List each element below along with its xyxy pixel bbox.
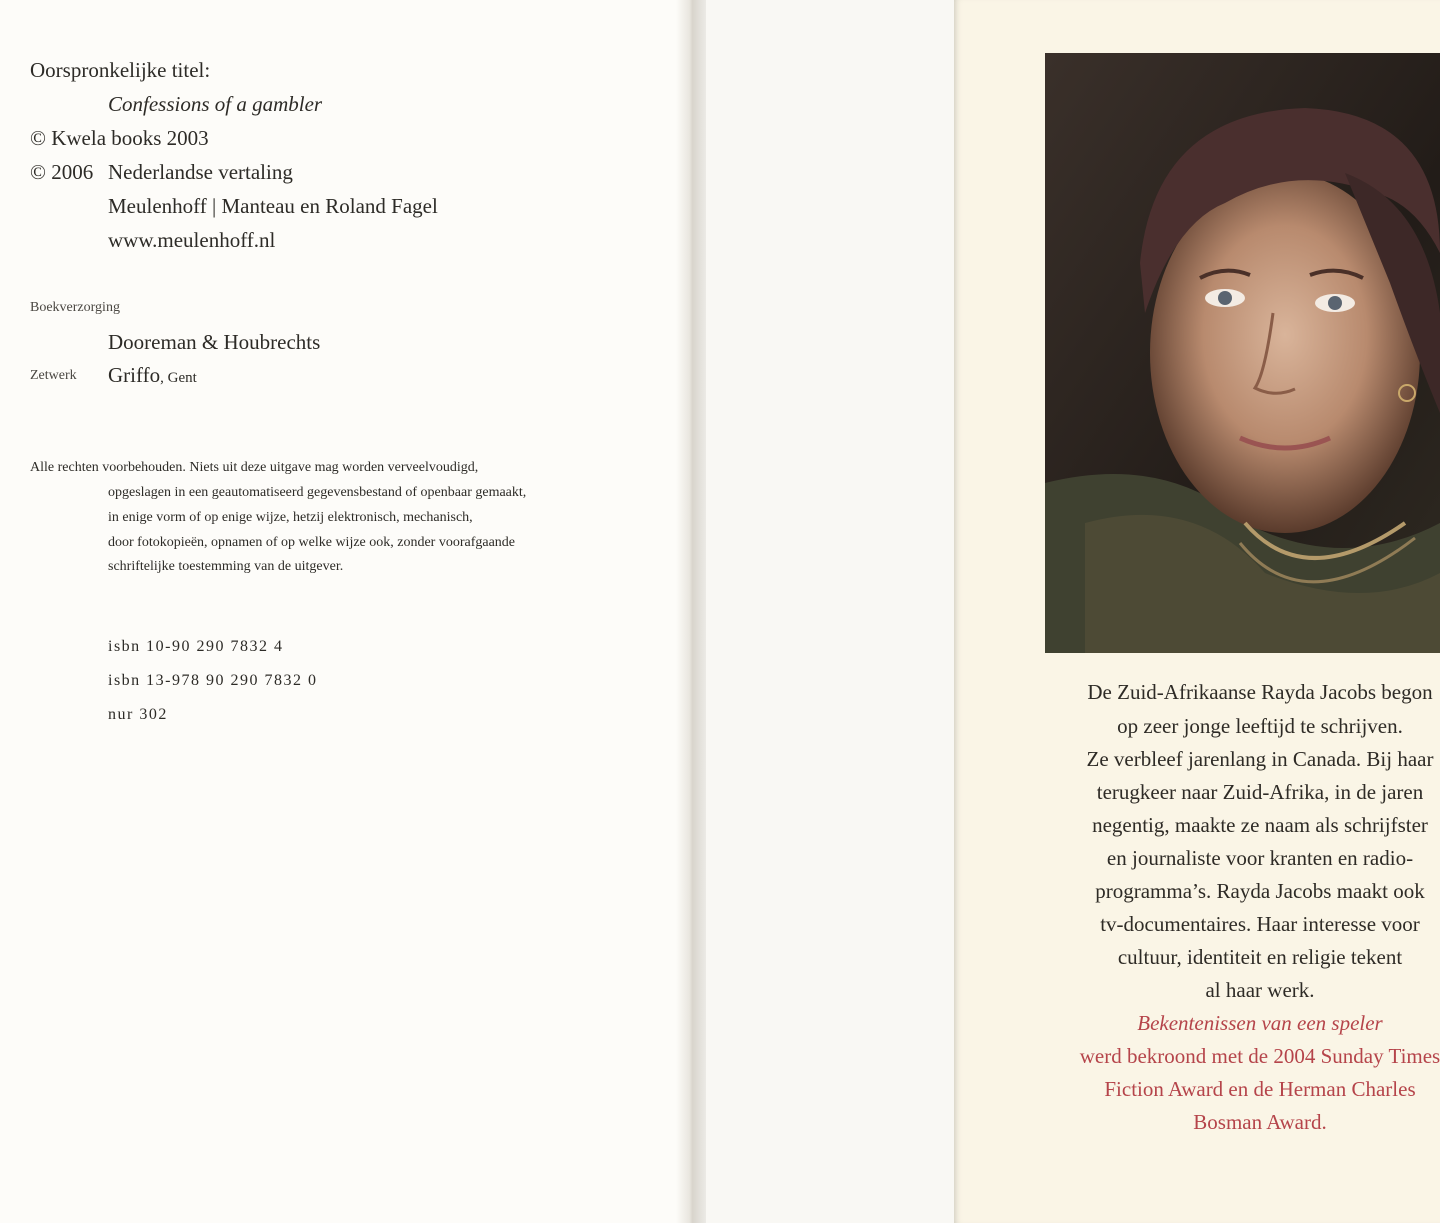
translation-label: Nederlandse vertaling: [108, 160, 293, 184]
bio-line: en journaliste voor kranten en radio-: [1106, 846, 1414, 870]
book-gutter: [676, 0, 706, 1223]
rights-line: opgeslagen in een geautomatiseerd gegevensbestand of openbaar gemaakt,: [108, 485, 527, 500]
typesetting-value: Griffo: [108, 363, 161, 387]
typesetting-line: [108, 363, 197, 388]
nur-code: nur 302: [108, 706, 168, 723]
bio-line: terugkeer naar Zuid-Afrika, in de jaren: [1096, 780, 1424, 804]
typesetting-place: , Gent: [160, 370, 197, 386]
copyright-original: © Kwela books 2003: [30, 126, 209, 150]
copyright-translation-year: © 2006: [30, 160, 94, 184]
typesetting-label: Zetwerk: [30, 368, 77, 383]
award-line: Bosman Award.: [1193, 1110, 1327, 1134]
original-title-label: Oorspronkelijke titel:: [30, 58, 211, 82]
bio-line: negentig, maakte ze naam als schrijfster: [1092, 813, 1428, 837]
author-photo: [1045, 53, 1440, 653]
rights-line: schriftelijke toestemming van de uitgever.: [108, 559, 344, 574]
bio-line: Ze verbleef jarenlang in Canada. Bij haar: [1086, 747, 1434, 771]
bio-line: cultuur, identiteit en religie tekent: [1117, 945, 1403, 969]
award-line: werd bekroond met de 2004 Sunday Times: [1079, 1044, 1440, 1068]
portrait-illustration: [1045, 53, 1440, 653]
copyright-page: [0, 0, 688, 1223]
bio-line: De Zuid-Afrikaanse Rayda Jacobs begon: [1087, 680, 1433, 704]
design-value: Dooreman & Houbrechts: [108, 330, 321, 354]
bio-line: op zeer jonge leeftijd te schrijven.: [1117, 714, 1403, 738]
isbn-13: isbn 13-978 90 290 7832 0: [108, 672, 318, 689]
rights-line: in enige vorm of op enige wijze, hetzij elektronisch, mechanisch,: [108, 510, 473, 525]
rights-line: Alle rechten voorbehouden. Niets uit deze uitgave mag worden verveelvoudigd,: [30, 460, 479, 475]
award-line: Fiction Award en de Herman Charles: [1104, 1077, 1416, 1101]
original-title: Confessions of a gambler: [108, 92, 323, 116]
blank-page: [706, 0, 954, 1223]
website: www.meulenhoff.nl: [108, 228, 276, 252]
publisher: Meulenhoff | Manteau en Roland Fagel: [108, 194, 438, 218]
bio-line: programma’s. Rayda Jacobs maakt ook: [1095, 879, 1425, 903]
design-label: Boekverzorging: [30, 300, 120, 315]
rights-line: door fotokopieën, opnamen of op welke wijze ook, zonder voorafgaande: [108, 535, 516, 550]
bio-line: al haar werk.: [1205, 978, 1315, 1002]
isbn-10: isbn 10-90 290 7832 4: [108, 638, 284, 655]
bio-line: tv-documentaires. Haar interesse voor: [1100, 912, 1420, 936]
award-book-title: Bekentenissen van een speler: [1137, 1011, 1383, 1035]
